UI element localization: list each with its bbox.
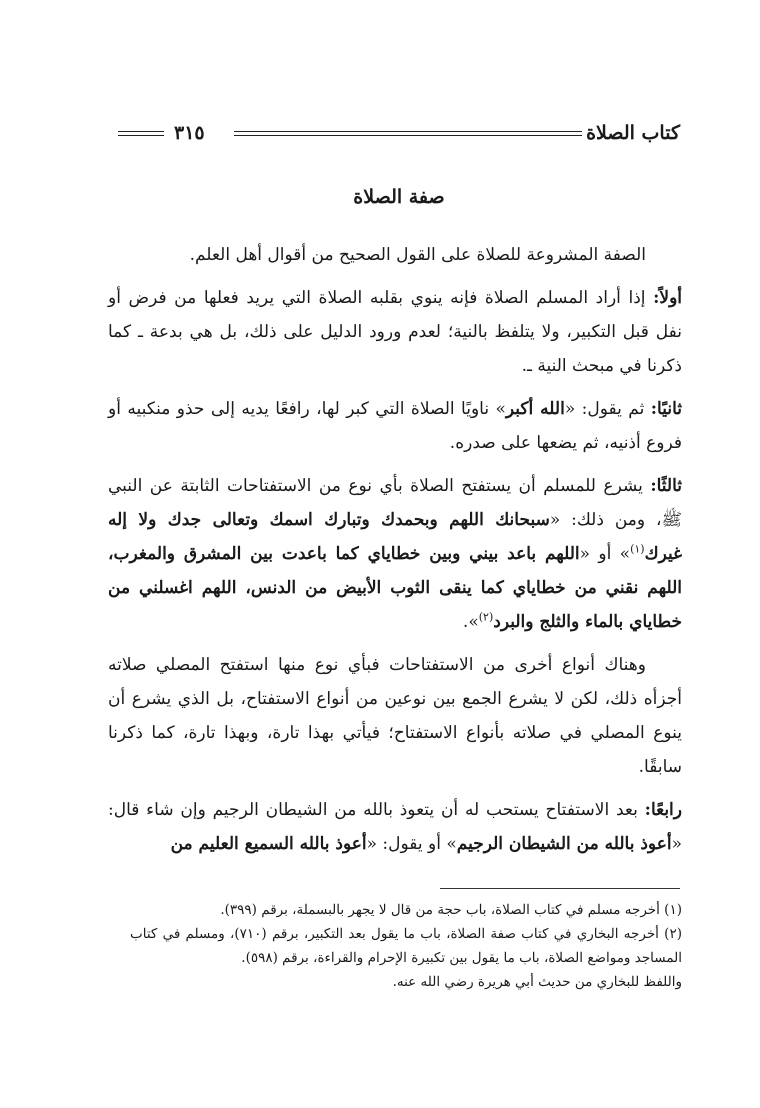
footnote-divider (440, 888, 680, 889)
fifth-text-b: » أو يقول: « (366, 834, 457, 854)
fifth-text-a: بعد الاستفتاح يستحب له أن يتعوذ بالله من الشيطان الرجيم وإن شاء قال: « (108, 800, 682, 854)
paragraph-third (108, 469, 682, 639)
third-text-b: » أو « (579, 544, 631, 564)
first-text: إذا أراد المسلم الصلاة فإنه ينوي بقلبه الصلاة التي يريد فعلها من فرض أو نفل قبل التكبير، ولا يتلفظ بالنية؛ لعدم ورود الدليل على ذلك، بل هي بدعة ـ كما ذكرنا في مبحث النية ـ. (108, 288, 682, 376)
page-number: ٣١٥ (174, 122, 205, 144)
third-label: ثالثًا: (650, 476, 682, 496)
paragraph-intro (108, 238, 682, 272)
intro-text: الصفة المشروعة للصلاة على القول الصحيح من أقوال أهل العلم. (189, 245, 646, 265)
footnotes (130, 898, 682, 994)
fifth-bold-a: أعوذ بالله من الشيطان الرجيم (456, 834, 672, 854)
second-text-b: » ناويًا الصلاة التي كبر لها، رافعًا يديه إلى حذو منكبيه أو فروع أذنيه، ثم يضعها على صدره. (108, 399, 682, 453)
footnote-3: واللفظ للبخاري من حديث أبي هريرة رضي الله عنه. (392, 974, 682, 990)
header-rule-short (118, 131, 164, 136)
third-text-a: يشرع للمسلم أن يستفتح الصلاة بأي نوع من الاستفتاحات الثابتة عن النبي ﷺ، ومن ذلك: « (108, 476, 682, 530)
third-bold-a: سبحانك اللهم وبحمدك وتبارك اسمك وتعالى جدك ولا إله غيرك (108, 510, 683, 564)
paragraph-fifth (108, 793, 682, 861)
footnote-2: (٢) أخرجه البخاري في كتاب صفة الصلاة، باب ما يقول بعد التكبير، برقم (٧١٠)، ومسلم في كتاب المساجد ومواضع الصلاة، باب ما يقول بين تكبيرة الإحرام والقراءة، برقم (٥٩٨). (130, 926, 682, 966)
main-text (108, 238, 682, 870)
third-text-c: ». (462, 612, 479, 632)
paragraph-fourth (108, 648, 682, 784)
paragraph-second (108, 392, 682, 460)
footnote-1: (١) أخرجه مسلم في كتاب الصلاة، باب حجة من قال لا يجهر بالبسملة، برقم (٣٩٩). (220, 902, 682, 918)
first-label: أولاً: (653, 288, 682, 308)
second-bold: الله أكبر (505, 399, 565, 419)
fifth-bold-b: أعوذ بالله السميع العليم من (170, 834, 367, 854)
running-header (118, 118, 680, 148)
fourth-text: وهناك أنواع أخرى من الاستفتاحات فبأي نوع منها استفتح المصلي صلاته أجزأه ذلك، لكن لا يشرع الجمع بين نوعين من أنواع الاستفتاح، بل الذي يشرع أن ينوع المصلي في صلاته بأنواع الاستفتاح؛ فيأتي بهذا تارة، وبهذا تارة، كما ذكرنا سابقًا. (108, 655, 682, 777)
third-bold-b: اللهم باعد بيني وبين خطاياي كما باعدت بين المشرق والمغرب، اللهم نقني من خطاياي كما ينقى الثوب الأبيض من الدنس، اللهم اغسلني من خطاياي بالماء والثلج والبرد (108, 544, 682, 632)
book-title: كتاب الصلاة (586, 122, 680, 144)
footnote-ref-1[interactable]: (١) (630, 542, 645, 556)
footnote-ref-2[interactable]: (٢) (478, 610, 494, 624)
second-label: ثانيًا: (650, 399, 682, 419)
second-text-a: ثم يقول: « (564, 399, 651, 419)
paragraph-first (108, 281, 682, 383)
fifth-label: رابعًا: (644, 800, 682, 820)
header-rule (234, 131, 582, 136)
section-title: صفة الصلاة (353, 186, 445, 208)
